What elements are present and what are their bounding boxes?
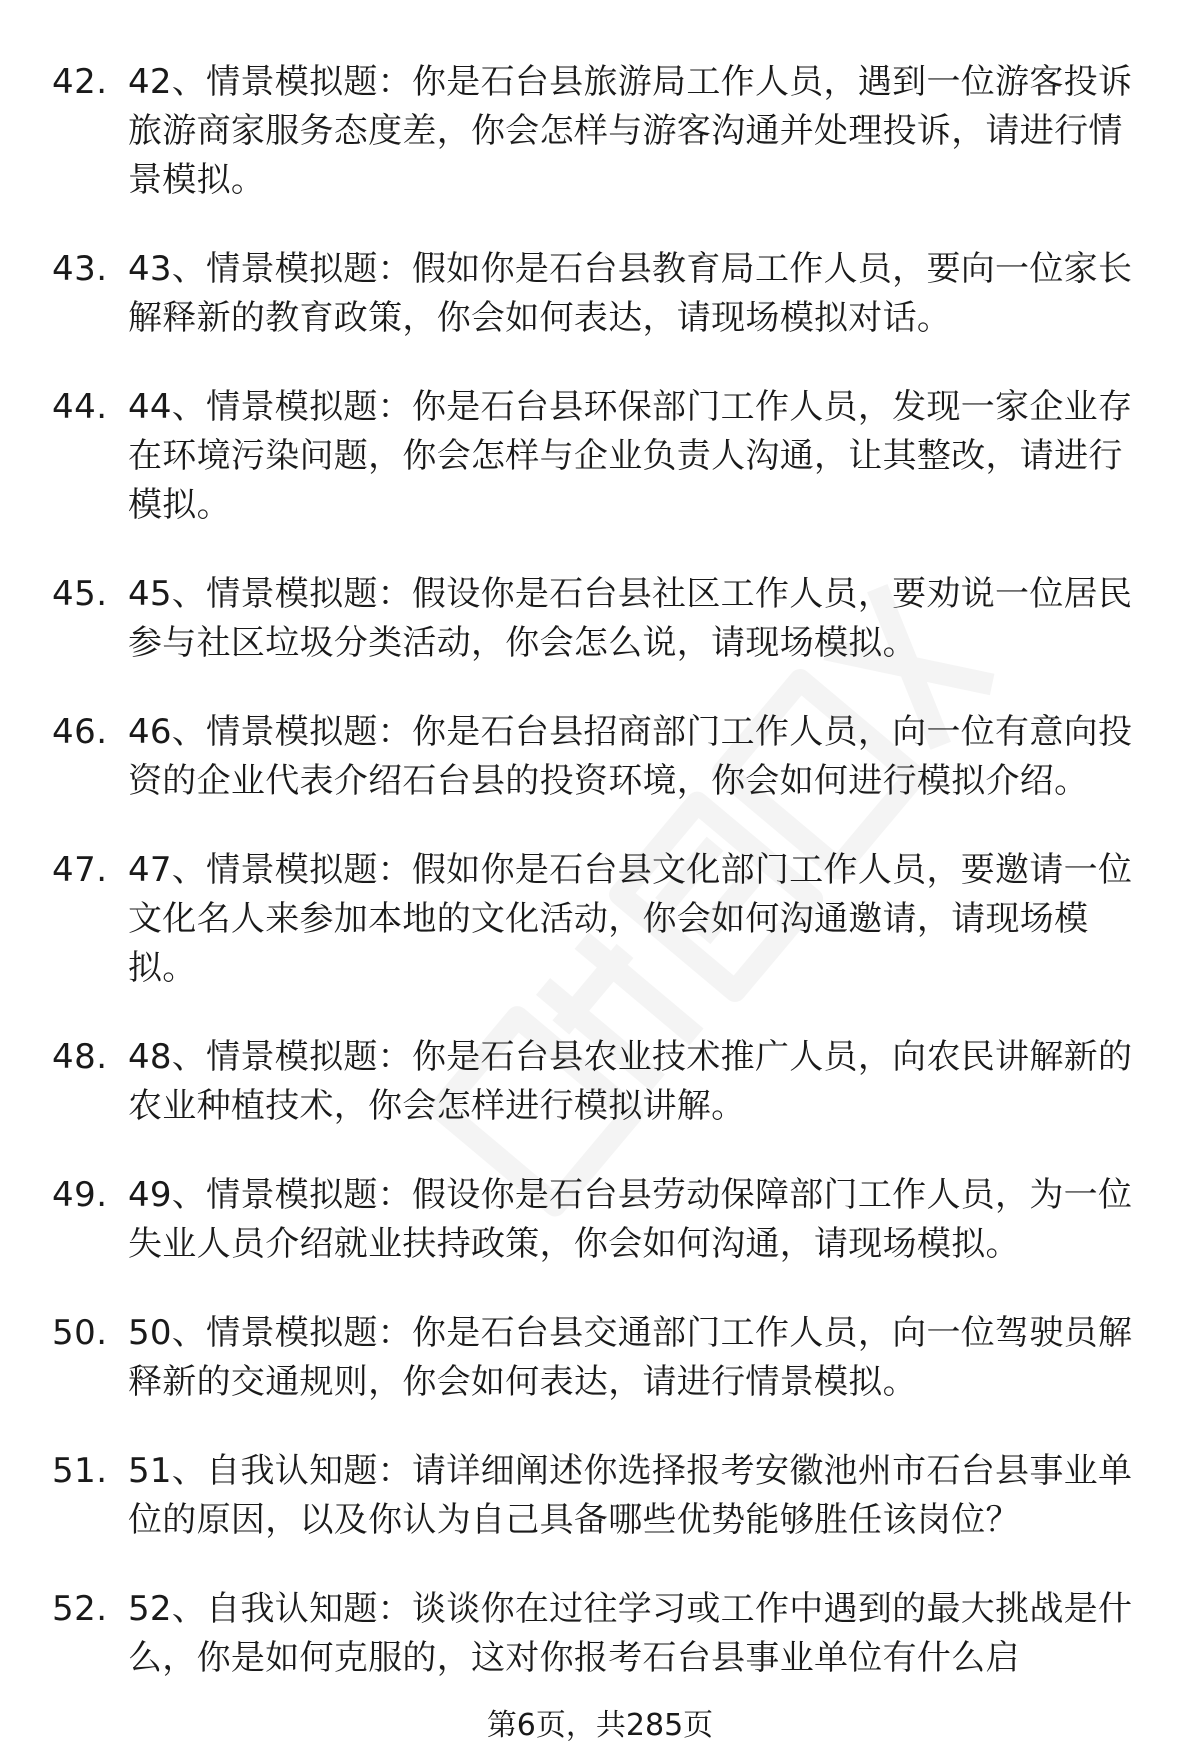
question-item <box>0 1585 1200 1683</box>
question-item <box>0 383 1200 530</box>
question-number: 42. <box>52 62 108 102</box>
question-text: 50、情景模拟题：你是石台县交通部门工作人员，向一位驾驶员解释新的交通规则，你会如何表达，请进行情景模拟。 <box>128 1313 1133 1402</box>
question-number: 45. <box>52 574 108 614</box>
question-text: 49、情景模拟题：假设你是石台县劳动保障部门工作人员，为一位失业人员介绍就业扶持政策，你会如何沟通，请现场模拟。 <box>128 1175 1133 1264</box>
question-number: 50. <box>52 1313 108 1353</box>
question-text: 51、自我认知题：请详细阐述你选择报考安徽池州市石台县事业单位的原因，以及你认为自己具备哪些优势能够胜任该岗位？ <box>128 1451 1133 1540</box>
question-item <box>0 570 1200 668</box>
question-text: 44、情景模拟题：你是石台县环保部门工作人员，发现一家企业存在环境污染问题，你会怎样与企业负责人沟通，让其整改，请进行模拟。 <box>128 387 1133 525</box>
page-footer: 第6页，共285页 <box>486 1708 714 1743</box>
question-item <box>0 708 1200 806</box>
question-number: 47. <box>52 850 108 890</box>
question-number: 44. <box>52 387 108 427</box>
question-number: 48. <box>52 1037 108 1077</box>
question-number: 43. <box>52 249 108 289</box>
question-item <box>0 1447 1200 1545</box>
question-item <box>0 846 1200 993</box>
question-number: 49. <box>52 1175 108 1215</box>
question-text: 46、情景模拟题：你是石台县招商部门工作人员，向一位有意向投资的企业代表介绍石台县的投资环境，你会如何进行模拟介绍。 <box>128 712 1133 801</box>
question-number: 52. <box>52 1589 108 1629</box>
question-item <box>0 1171 1200 1269</box>
question-text: 43、情景模拟题：假如你是石台县教育局工作人员，要向一位家长解释新的教育政策，你会如何表达，请现场模拟对话。 <box>128 249 1133 338</box>
question-text: 42、情景模拟题：你是石台县旅游局工作人员，遇到一位游客投诉旅游商家服务态度差，你会怎样与游客沟通并处理投诉，请进行情景模拟。 <box>128 62 1133 200</box>
question-text: 48、情景模拟题：你是石台县农业技术推广人员，向农民讲解新的农业种植技术，你会怎样进行模拟讲解。 <box>128 1037 1133 1126</box>
question-number: 51. <box>52 1451 108 1491</box>
question-number: 46. <box>52 712 108 752</box>
question-item <box>0 1309 1200 1407</box>
question-text: 45、情景模拟题：假设你是石台县社区工作人员，要劝说一位居民参与社区垃圾分类活动，你会怎么说，请现场模拟。 <box>128 574 1133 663</box>
question-item <box>0 245 1200 343</box>
question-item <box>0 58 1200 205</box>
question-item <box>0 1033 1200 1131</box>
question-list <box>0 58 1200 1723</box>
question-text: 47、情景模拟题：假如你是石台县文化部门工作人员，要邀请一位文化名人来参加本地的文化活动，你会如何沟通邀请，请现场模拟。 <box>128 850 1133 988</box>
question-text: 52、自我认知题：谈谈你在过往学习或工作中遇到的最大挑战是什么，你是如何克服的，这对你报考石台县事业单位有什么启 <box>128 1589 1133 1678</box>
